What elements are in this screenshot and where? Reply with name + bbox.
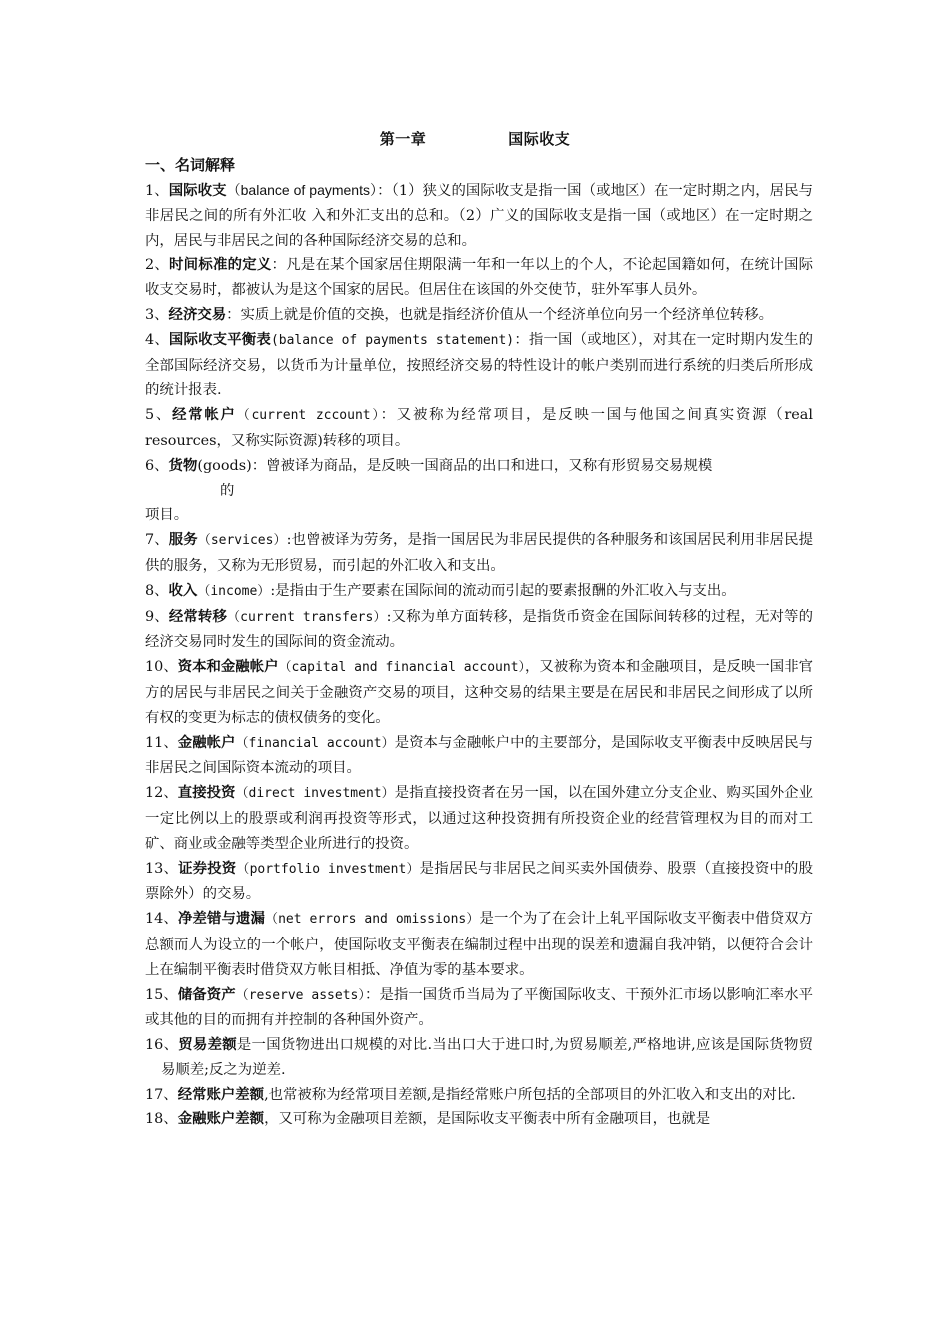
term: 时间标准的定义 <box>169 256 272 274</box>
definition-item: 8、收入（income）:是指由于生产要素在国际间的流动而引起的要素报酬的外汇收入与支出。 <box>145 581 736 599</box>
term: 金融账户差额 <box>177 1110 265 1128</box>
term: 货物 <box>168 456 198 474</box>
term: 经常账户差额 <box>177 1085 265 1103</box>
term: 直接投资 <box>177 784 236 802</box>
definition-item: 4、国际收支平衡表(balance of payments statement)：指一国（或地区），对其在一定时期内发生的全部国际经济交易，以货币为计量单位，按照经济交易的特性设计的帐户类别而进行系统的归类后所形成的统计报表. <box>145 330 813 399</box>
term: 服务 <box>168 531 198 549</box>
term: 证券投资 <box>178 859 237 877</box>
definition-item: 10、资本和金融帐户（capital and financial account），又被称为资本和金融项目，是反映一国非官方的居民与非居民之间关于金融资产交易的项目，这种交易的结果主要是在居民和非居民之间形成了以所有权的变更为标志的债权债务的变化。 <box>145 658 813 726</box>
chapter-number: 第一章 <box>379 130 427 148</box>
definition-item: 12、直接投资（direct investment）是指直接投资者在另一国，以在国外建立分支企业、购买国外企业一定比例以上的股票或利润再投资等形式，以通过这种投资拥有所投资企业的经营管理权为目的而对工矿、商业或金融等类型企业所进行的投资。 <box>145 784 813 852</box>
term: 收入 <box>168 581 198 599</box>
term: 贸易差额 <box>178 1036 237 1054</box>
chapter-title <box>0 128 950 149</box>
definition-item: 13、证券投资（portfolio investment）是指居民与非居民之间买卖外国债券、股票（直接投资中的股票除外）的交易。 <box>145 859 813 903</box>
definition-item: 14、净差错与遗漏（net errors and omissions）是一个为了在会计上轧平国际收支平衡表中借贷双方总额而人为设立的一个帐户，使国际收支平衡表在编制过程中出现的误差和遗漏自我冲销，以便符合会计上在编制平衡表时借贷双方帐目相抵、净值为零的基本要求。 <box>145 910 813 978</box>
definition-item: 11、金融帐户（financial account）是资本与金融帐户中的主要部分，是国际收支平衡表中反映居民与非居民之间国际资本流动的项目。 <box>145 733 813 777</box>
document-body <box>145 153 813 1132</box>
definition-item: 3、经济交易：实质上就是价值的交换，也就是指经济价值从一个经济单位向另一个经济单位转移。 <box>145 305 773 323</box>
definition-item: 2、时间标准的定义：凡是在某个国家居住期限满一年和一年以上的个人，不论起国籍如何，在统计国际收支交易时，都被认为是这个国家的居民。但居住在该国的外交使节，驻外军事人员外。 <box>145 256 813 299</box>
term: 经常帐户 <box>172 406 237 424</box>
definition-item: 1、国际收支（balance of payments）：（1）狭义的国际收支是指一国（或地区）在一定时期之内，居民与非居民之间的所有外汇收 入和外汇支出的总和。（2）广义的国际收支是指一国（或地区）在一定时期之内，居民与非居民之间的各种国际经济交易的总和。 <box>145 182 813 249</box>
chapter-name: 国际收支 <box>508 130 571 148</box>
definition-item: 5、经常帐户（current zccount）：又被称为经常项目，是反映一国与他国之间真实资源（real resources，又称实际资源)转移的项目。 <box>145 406 813 449</box>
definition-item: 15、储备资产（reserve assets）：是指一国货币当局为了平衡国际收支、干预外汇市场以影响汇率水平或其他的目的而拥有并控制的各种国外资产。 <box>145 985 813 1029</box>
definition-item: 7、服务（services）:也曾被译为劳务，是指一国居民为非居民提供的各种服务和该国居民利用非居民提供的服务，又称为无形贸易，而引起的外汇收入和支出。 <box>145 531 813 574</box>
definition-item: 18、金融账户差额，又可称为金融项目差额，是国际收支平衡表中所有金融项目，也就是 <box>145 1110 711 1128</box>
section-heading: 一、名词解释 <box>145 156 236 174</box>
term: 金融帐户 <box>177 733 236 751</box>
term: 国际收支 <box>168 182 227 199</box>
definition-item: 17、经常账户差额,也常被称为经常项目差额,是指经常账户所包括的全部项目的外汇收入和支出的对比. <box>145 1085 796 1103</box>
term: 资本和金融帐户 <box>177 658 279 676</box>
definition-item: 16、贸易差额是一国货物进出口规模的对比.当出口大于进口时,为贸易顺差,严格地讲,应该是国际货物贸易顺差;反之为逆差. <box>145 1036 813 1078</box>
definition-item: 6、货物(goods)：曾被译为商品，是反映一国商品的出口和进口，又称有形贸易交易规模 的 项目。 <box>145 456 713 524</box>
term: 国际收支平衡表 <box>168 330 271 348</box>
term: 经常转移 <box>168 607 227 625</box>
term: 净差错与遗漏 <box>177 910 265 928</box>
definition-item: 9、经常转移（current transfers）:又称为单方面转移，是指货币资金在国际间转移的过程，无对等的经济交易同时发生的国际间的资金流动。 <box>145 607 813 651</box>
term: 储备资产 <box>177 985 236 1003</box>
term: 经济交易 <box>168 305 227 323</box>
